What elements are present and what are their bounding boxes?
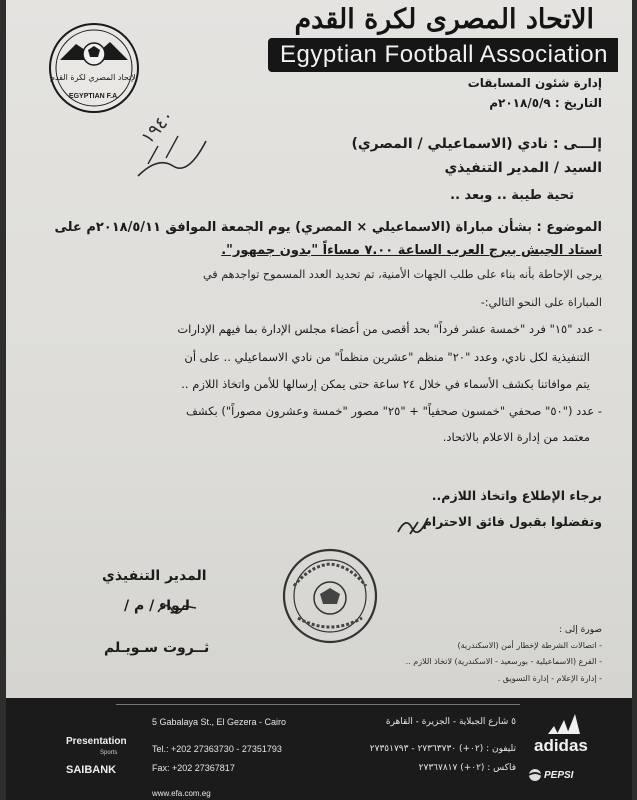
- subject-line-2: استاد الجيش ببرج العرب الساعة ٧.٠٠ مساءاً "بدون جمهور".: [221, 243, 602, 258]
- body-paragraph-1: يرجى الإحاطة بأنه بناء على طلب الجهات الأمنية، تم تحديد العدد المسموح تواجدهم في: [202, 268, 602, 281]
- pepsi-globe-icon: [528, 768, 542, 782]
- recipient-line: إلـــى : نادي (الاسماعيلي / المصري): [351, 136, 602, 152]
- letter-page: [6, 0, 632, 800]
- closing-regards: وتفضلوا بقبول فائق الاحترام: [422, 514, 602, 529]
- official-stamp: [280, 546, 380, 646]
- initials-mark: [394, 512, 434, 538]
- body-paragraph-2: المباراة على النحو التالي:-: [480, 296, 602, 309]
- sponsor-presentation-logo: Presentation: [66, 736, 127, 747]
- cc-item: - اتصالات الشرطة لإخطار أمن (الاسكندرية): [457, 641, 602, 650]
- footer-tel-ar: تليفون : (٠٢+) ٢٧٣٦٣٧٣٠ - ٢٧٣٥١٧٩٣: [369, 744, 516, 754]
- footer-website: www.efa.com.eg: [152, 789, 211, 798]
- handwritten-number: ١٩٤٠: [137, 105, 179, 149]
- signatory-name: ثــروت سـويـلم: [104, 640, 210, 656]
- header-title-arabic: الاتحاد المصرى لكرة القدم: [294, 4, 594, 35]
- sponsor-pepsi-logo: PEPSI: [544, 770, 574, 781]
- cc-item: - إدارة الإعلام - إدارة التسويق .: [497, 674, 602, 683]
- footer-tel-en: Tel.: +202 27363730 - 27351793: [152, 744, 282, 754]
- header-title-english: Egyptian Football Association: [279, 41, 608, 68]
- recipient-title: السيد / المدير التنفيذي: [444, 160, 602, 176]
- bullet-2-line-1: - عدد ("٥٠" صحفي "خمسون صحفياً" + "٢٥" مصور "خمسة وعشرون مصوراً") بكشف: [185, 404, 602, 418]
- footer-fax-en: Fax: +202 27367817: [152, 763, 235, 773]
- logo-text-english: EGYPTIAN F.A.: [68, 93, 120, 100]
- cc-heading: صورة إلى :: [559, 625, 602, 635]
- closing-request: برجاء الإطلاع واتخاذ اللازم..: [431, 488, 602, 503]
- signatory-title: المدير التنفيذي: [102, 568, 207, 584]
- sponsor-saib-logo: SAIBANK: [66, 764, 117, 776]
- footer-address-en: 5 Gabalaya St., El Gezera - Cairo: [152, 717, 287, 727]
- letter-date: التاريخ : ٢٠١٨/٥/٩م: [489, 96, 602, 110]
- cc-item: - الفرع (الاسماعيلية - بورسعيد - الاسكندرية) لاتخاذ اللازم ..: [405, 657, 602, 666]
- footer-divider: [116, 704, 520, 705]
- handwritten-signature: [156, 598, 198, 618]
- bullet-2-line-2: معتمد من إدارة الاعلام بالاتحاد.: [442, 430, 590, 444]
- handwritten-reference: [118, 86, 213, 186]
- adidas-stripes-icon: [546, 712, 580, 736]
- greeting: تحية طيبة .. وبعد ..: [450, 188, 574, 203]
- sponsor-adidas-logo: adidas: [534, 736, 588, 755]
- signatory-rank: لـواء / م /: [124, 598, 190, 614]
- department-label: إدارة شئون المسابقات: [467, 76, 602, 90]
- footer-fax-ar: فاكس : (٠٢+) ٢٧٣٦٧٨١٧: [418, 763, 516, 773]
- bullet-1-line-1: - عدد "١٥" فرد "خمسة عشر فرداً" بحد أقصى من أعضاء مجلس الإدارة بما فيهم الإدارات: [177, 322, 602, 336]
- sponsor-presentation-sub: Sports: [100, 750, 118, 756]
- bullet-1-line-2: التنفيذية لكل نادي، وعدد "٢٠" منظم "عشرين منظماً" من نادي الاسماعيلي .. على أن: [184, 350, 590, 364]
- subject-line-1: الموضوع : بشأن مباراة (الاسماعيلي × المصري) يوم الجمعة الموافق ٢٠١٨/٥/١١م على: [54, 220, 602, 235]
- bullet-1-line-3: يتم موافاتنا بكشف الأسماء في خلال ٢٤ ساعة حتى يمكن إرسالها للأمن واتخاذ اللازم ..: [181, 377, 590, 391]
- footer-address-ar: ٥ شارع الجبلاية - الجزيرة - القاهرة: [385, 717, 516, 727]
- logo-text-arabic: الإتحاد المصري لكرة القدم: [49, 73, 139, 82]
